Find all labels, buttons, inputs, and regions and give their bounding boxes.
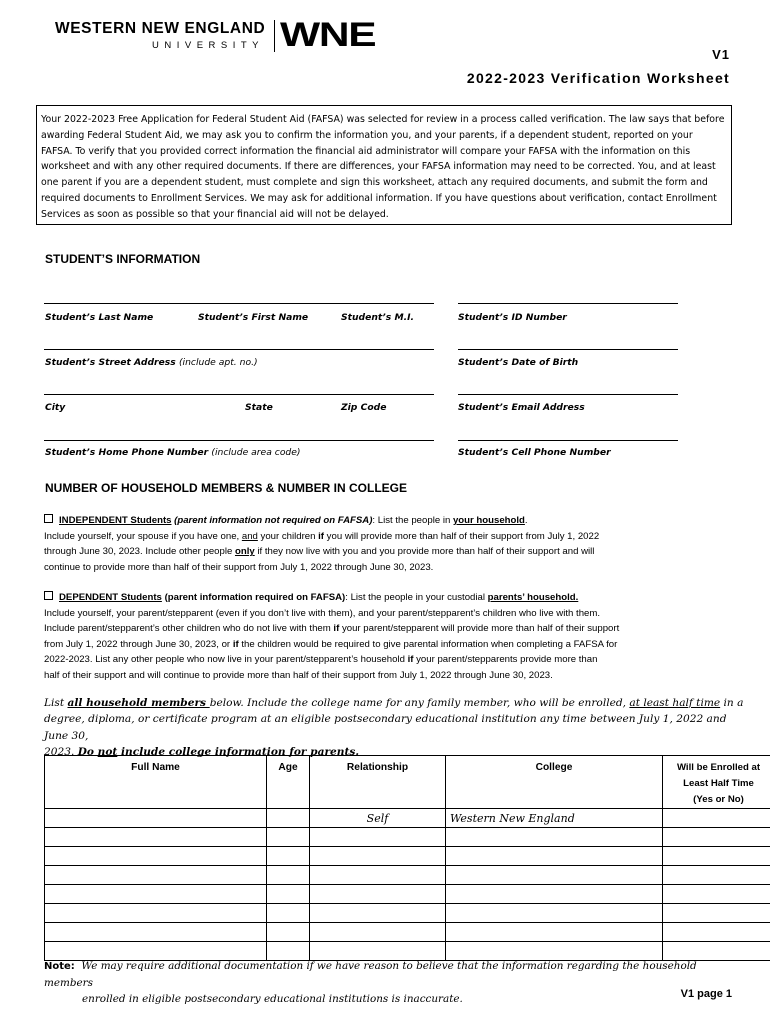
header-enrolled-line3: (Yes or No): [693, 794, 744, 805]
list-word: List: [44, 697, 68, 709]
age-cell[interactable]: [267, 847, 310, 866]
full-name-cell[interactable]: [45, 847, 267, 866]
independent-label: INDEPENDENT Students: [59, 515, 172, 526]
zip-label: Zip Code: [341, 402, 387, 413]
logo-university-name: WESTERN NEW ENGLAND: [55, 20, 266, 37]
independent-qualifier: (parent information not required on FAFSA): [174, 515, 373, 526]
home-phone-line[interactable]: [44, 440, 434, 441]
table-row: [45, 847, 770, 866]
note-label: Note:: [44, 961, 75, 972]
college-cell[interactable]: [446, 866, 663, 885]
page-footer: V1 page 1: [680, 988, 732, 1000]
version-label: V1: [712, 47, 730, 62]
list-text2: in a: [720, 697, 744, 709]
dep-if1: if: [333, 623, 340, 635]
dependent-block: [44, 590, 744, 684]
college-cell[interactable]: [446, 828, 663, 847]
dep-line3b: your parent/stepparent will provide more than half of their support: [339, 623, 620, 635]
dep-line2: Include yourself, your parent/stepparent (even if you don’t live with them), and your parent/stepparent’s children who live with them.: [44, 607, 601, 619]
list-text1: below. Include the college name for any family member, who will be enrolled,: [209, 697, 630, 709]
page-title: 2022-2023 Verification Worksheet: [466, 70, 730, 86]
dep-line4a: from July 1, 2022 through June 30, 2023, or: [44, 638, 233, 650]
dependent-qualifier: (parent information required on FAFSA): [164, 592, 346, 603]
table-row: [45, 866, 770, 885]
dep-line6: half of their support and will continue to provide more than half of their support from July 1, 2022 through June 30, 2023.: [44, 669, 553, 681]
full-name-cell[interactable]: [45, 828, 267, 847]
dependent-label: DEPENDENT Students: [59, 592, 162, 603]
table-row: [45, 923, 770, 942]
age-cell[interactable]: [267, 866, 310, 885]
age-cell[interactable]: [267, 904, 310, 923]
list-do: Do: [77, 746, 98, 759]
cell-phone-line[interactable]: [458, 440, 678, 441]
full-name-cell[interactable]: [45, 923, 267, 942]
relationship-cell[interactable]: [310, 828, 446, 847]
college-cell[interactable]: [446, 885, 663, 904]
address-line[interactable]: [44, 349, 434, 350]
student-info-heading: STUDENT’S INFORMATION: [45, 252, 201, 266]
header-college: College: [446, 756, 663, 809]
list-intro: [44, 695, 744, 761]
header-full-name: Full Name: [45, 756, 267, 809]
first-name-label: Student’s First Name: [198, 312, 309, 323]
home-phone-note: (include area code): [211, 447, 301, 458]
street-address-text: Student’s Street Address: [45, 357, 176, 368]
city-label: City: [45, 402, 66, 413]
table-row: [45, 828, 770, 847]
list-line3b: include college information for parents.: [117, 746, 360, 759]
age-cell[interactable]: [267, 923, 310, 942]
cell-phone-label: Student’s Cell Phone Number: [458, 447, 611, 458]
enrolled-cell[interactable]: [663, 866, 770, 885]
street-address-note: (include apt. no.): [178, 357, 258, 368]
logo-divider: [274, 20, 275, 52]
full-name-cell[interactable]: [45, 904, 267, 923]
independent-block: [44, 513, 744, 575]
enrolled-cell[interactable]: [663, 809, 770, 828]
relationship-cell[interactable]: [310, 866, 446, 885]
half-time: at least half time: [629, 697, 721, 709]
ind-line3b: if they now live with you and you provide more than half of their support and will: [254, 546, 595, 558]
household-heading: NUMBER OF HOUSEHOLD MEMBERS & NUMBER IN COLLEGE: [45, 481, 408, 495]
home-phone-label: [45, 447, 301, 458]
table-row: [45, 904, 770, 923]
header-enrolled: [663, 756, 770, 809]
age-cell[interactable]: [267, 828, 310, 847]
dependent-checkbox[interactable]: [44, 591, 53, 600]
dob-line[interactable]: [458, 349, 678, 350]
enrolled-cell[interactable]: [663, 885, 770, 904]
your-household: your household: [452, 515, 525, 526]
header-enrolled-line2: Least Half Time: [683, 778, 754, 789]
dependent-lead: : List the people in your custodial: [345, 592, 488, 603]
home-phone-text: Student’s Home Phone Number: [45, 447, 209, 458]
college-cell[interactable]: Western New England: [446, 809, 663, 828]
ind-if: if: [318, 530, 325, 542]
ind-line3a: through June 30, 2023. Include other people: [44, 546, 235, 558]
list-line3a: 2023.: [44, 746, 78, 759]
header-enrolled-line1: Will be Enrolled at: [676, 762, 761, 773]
college-cell[interactable]: [446, 904, 663, 923]
ind-line2c: you will provide more than half of their support from July 1, 2022: [324, 530, 600, 542]
city-line[interactable]: [44, 394, 434, 395]
mi-label: Student’s M.I.: [341, 312, 414, 323]
table-row: [45, 809, 770, 828]
name-line[interactable]: [44, 303, 434, 304]
enrolled-cell[interactable]: [663, 904, 770, 923]
list-line2: degree, diploma, or certificate program at an eligible postsecondary educational institution any time between July 1, 2022 and June 30,: [44, 713, 727, 742]
relationship-cell[interactable]: [310, 923, 446, 942]
ind-line2a: Include yourself, your spouse if you have one,: [44, 530, 242, 542]
enrolled-cell[interactable]: [663, 923, 770, 942]
age-cell[interactable]: [267, 809, 310, 828]
college-cell[interactable]: [446, 923, 663, 942]
header-age: Age: [267, 756, 310, 809]
enrolled-cell[interactable]: [663, 828, 770, 847]
dep-if2: if: [232, 638, 239, 650]
ind-line4: continue to provide more than half of their support from July 1, 2022 through June 30, 2023.: [44, 561, 434, 573]
relationship-cell[interactable]: [310, 847, 446, 866]
email-line[interactable]: [458, 394, 678, 395]
all-members: all household members: [67, 697, 210, 709]
independent-checkbox[interactable]: [44, 514, 53, 523]
list-not: not: [97, 746, 118, 759]
logo-wne-mark: WNE: [280, 16, 376, 54]
email-label: Student’s Email Address: [458, 402, 585, 413]
id-line[interactable]: [458, 303, 678, 304]
relationship-cell[interactable]: [310, 904, 446, 923]
dep-line5b: your parent/stepparents provide more than: [413, 654, 598, 666]
relationship-cell[interactable]: Self: [310, 809, 446, 828]
enrolled-cell[interactable]: [663, 847, 770, 866]
intro-box: Your 2022-2023 Free Application for Federal Student Aid (FAFSA) was selected for review in a process called verification. The law says that before awarding Federal Student Aid, we may ask you to confirm the information you, and your parents, if a dependent student, reported on your FAFSA. To verify that you provided correct information the financial aid administrator will compare your FAFSA with the information on this worksheet and with any other required documents. If there are differences, your FAFSA information may need to be corrected. You, and at least one parent if you are a dependent student, must complete and sign this worksheet, attach any required documents, and submit the form and required documents to Enrollment Services. We may ask for additional information. If you have questions about verification, contact Enrollment Services as soon as possible so that your financial aid will not be delayed.: [36, 105, 732, 225]
full-name-cell[interactable]: [45, 885, 267, 904]
table-header-row: [45, 756, 770, 809]
last-name-label: Student’s Last Name: [45, 312, 154, 323]
street-address-label: [45, 357, 258, 368]
dep-line5a: 2022-2023. List any other people who now live in your parent/stepparent’s household: [44, 654, 408, 666]
ind-line2b: your children: [257, 530, 319, 542]
ind-only: only: [234, 546, 255, 558]
table-row: [45, 885, 770, 904]
dep-if3: if: [407, 654, 414, 666]
full-name-cell[interactable]: [45, 866, 267, 885]
dob-label: Student’s Date of Birth: [458, 357, 579, 368]
id-number-label: Student’s ID Number: [458, 312, 567, 323]
dep-line3a: Include parent/stepparent’s other children who do not live with them: [44, 623, 334, 635]
household-table: [44, 755, 770, 961]
independent-period: .: [524, 515, 528, 526]
full-name-cell[interactable]: [45, 809, 267, 828]
dep-line4b: the children would be required to give parental information when completing a FAFSA for: [238, 638, 618, 650]
relationship-cell[interactable]: [310, 885, 446, 904]
age-cell[interactable]: [267, 885, 310, 904]
note-line1: We may require additional documentation if we have reason to believe that the information regarding the household members: [44, 960, 697, 989]
parents-household: parents’ household.: [487, 592, 579, 603]
logo-university-word: UNIVERSITY: [152, 40, 265, 51]
state-label: State: [245, 402, 273, 413]
independent-lead: : List the people in: [372, 515, 453, 526]
college-cell[interactable]: [446, 847, 663, 866]
header-relationship: Relationship: [310, 756, 446, 809]
ind-and: and: [241, 530, 258, 542]
note-block: [44, 958, 744, 1007]
note-line2: enrolled in eligible postsecondary educational institutions is inaccurate.: [82, 993, 463, 1005]
